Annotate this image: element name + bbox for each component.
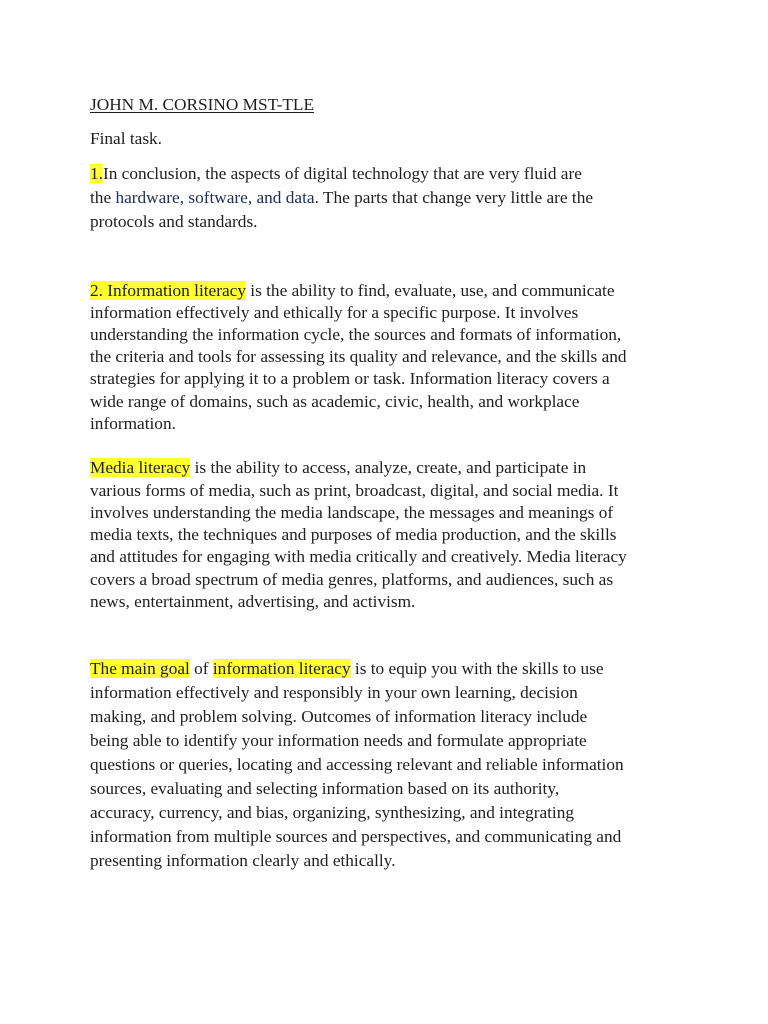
p4-line-6: sources, evaluating and selecting information based on its authority,	[90, 779, 560, 798]
p4-line-1	[90, 658, 604, 680]
p3-line-5: and attitudes for engaging with media critically and creatively. Media literacy	[90, 547, 627, 566]
p4-line-8: information from multiple sources and perspectives, and communicating and	[90, 827, 622, 846]
task-title: Final task.	[90, 129, 163, 148]
p2-highlight: 2. Information literacy	[90, 281, 246, 300]
p2-line-1-text: is the ability to find, evaluate, use, and communicate	[245, 281, 615, 300]
p1-number-highlight: 1.	[90, 164, 103, 183]
p3-line-1-text: is the ability to access, analyze, create, and participate in	[190, 458, 587, 477]
p3-line-7: news, entertainment, advertising, and activism.	[90, 592, 416, 611]
p2-line-1	[90, 280, 615, 302]
p4-line-4: being able to identify your information needs and formulate appropriate	[90, 731, 587, 750]
p1-line-1	[90, 163, 582, 185]
p4-line-2: information effectively and responsibly in your own learning, decision	[90, 683, 578, 702]
p1-line-3: protocols and standards.	[90, 212, 258, 231]
p1-line-2-c: . The parts that change very little are the	[314, 188, 594, 207]
p2-line-3: understanding the information cycle, the sources and formats of information,	[90, 325, 622, 344]
p2-line-5: strategies for applying it to a problem or task. Information literacy covers a	[90, 369, 610, 388]
p4-line-5: questions or queries, locating and accessing relevant and reliable information	[90, 755, 624, 774]
p3-line-2: various forms of media, such as print, broadcast, digital, and social media. It	[90, 481, 619, 500]
p4-line-1-mid: of	[189, 659, 213, 678]
p1-line-2-a: the	[90, 188, 116, 207]
p2-line-6: wide range of domains, such as academic, civic, health, and workplace	[90, 392, 580, 411]
p3-line-4: media texts, the techniques and purposes of media production, and the skills	[90, 525, 617, 544]
p2-line-2: information effectively and ethically for a specific purpose. It involves	[90, 303, 579, 322]
p4-highlight-main-goal: The main goal	[90, 659, 190, 678]
p4-line-7: accuracy, currency, and bias, organizing, synthesizing, and integrating	[90, 803, 575, 822]
p4-line-9: presenting information clearly and ethically.	[90, 851, 396, 870]
author-line: JOHN M. CORSINO MST-TLE	[90, 95, 315, 114]
p1-line-2	[90, 187, 593, 209]
p4-line-3: making, and problem solving. Outcomes of information literacy include	[90, 707, 588, 726]
p4-line-1-text: is to equip you with the skills to use	[350, 659, 604, 678]
p2-line-7: information.	[90, 414, 176, 433]
p3-line-1	[90, 457, 586, 479]
p3-highlight: Media literacy	[90, 458, 191, 477]
p3-line-3: involves understanding the media landscape, the messages and meanings of	[90, 503, 614, 522]
p1-line-1-text: In conclusion, the aspects of digital technology that are very fluid are	[102, 164, 582, 183]
p3-line-6: covers a broad spectrum of media genres, platforms, and audiences, such as	[90, 570, 614, 589]
p1-line-2-b: hardware, software, and data	[115, 188, 315, 207]
p2-line-4: the criteria and tools for assessing its quality and relevance, and the skills and	[90, 347, 627, 366]
p4-highlight-info-literacy: information literacy	[212, 659, 351, 678]
